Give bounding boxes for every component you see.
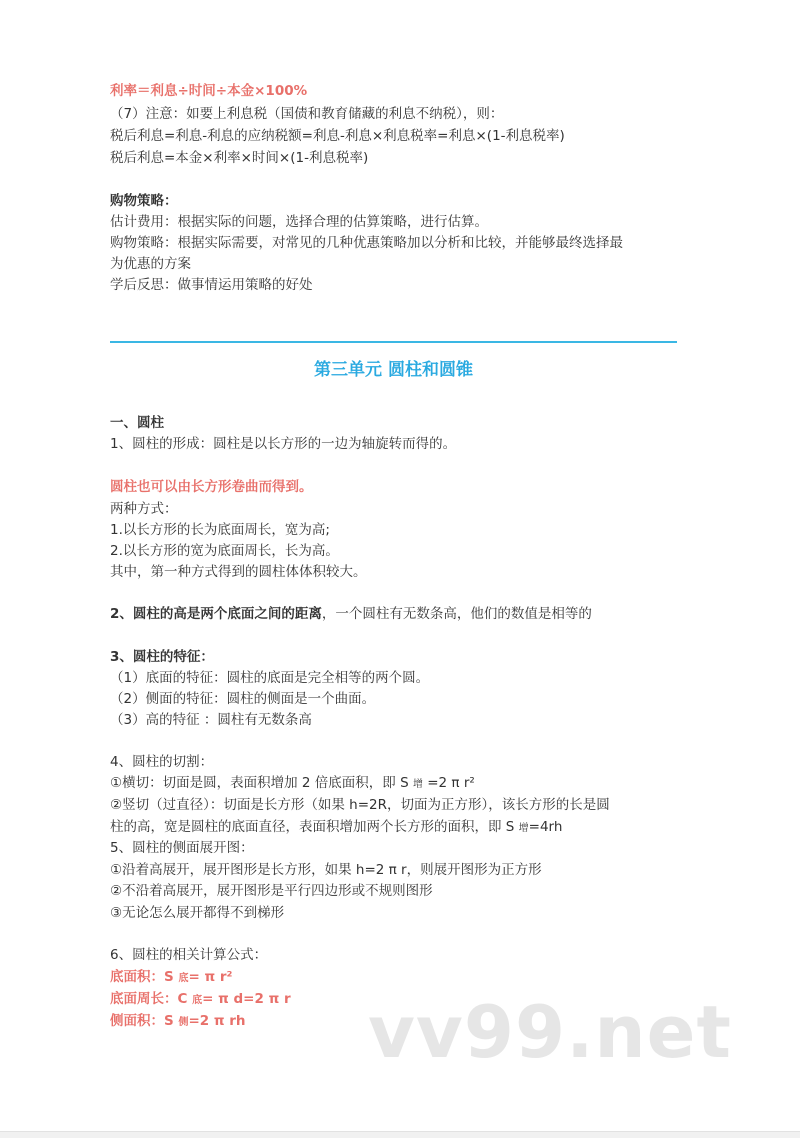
cylinder-height [110, 604, 592, 624]
cut-1-formula: =2 π r² [422, 775, 475, 791]
shopping-reflection: 学后反思：做事情运用策略的好处 [110, 277, 313, 293]
base-area-formula [110, 967, 232, 989]
lateral-area-formula [110, 1011, 246, 1033]
base-area-expr: = π r² [188, 969, 233, 985]
feature-2: （2）侧面的特征：圆柱的侧面是一个曲面。 [110, 691, 376, 707]
unfold-1: ①沿着高展开，展开图形是长方形，如果 h=2 π r，则展开图形为正方形 [110, 862, 542, 878]
base-perimeter-formula [110, 989, 291, 1011]
lateral-area-label: 侧面积：S [110, 1013, 179, 1029]
shopping-strategy-line2: 为优惠的方案 [110, 256, 191, 272]
way-note: 其中，第一种方式得到的圆柱体体积较大。 [110, 564, 367, 580]
feature-3: （3）高的特征 ：圆柱有无数条高 [110, 712, 312, 728]
cylinder-height-bold: 2、圆柱的高是两个底面之间的距离 [110, 606, 322, 622]
base-perimeter-subscript: 底 [192, 995, 203, 1006]
shopping-heading: 购物策略： [110, 193, 178, 209]
watermark: vv99.net [368, 990, 732, 1074]
features-heading: 3、圆柱的特征： [110, 649, 214, 665]
cut-2-line1: ②竖切（过直径）：切面是长方形（如果 h=2R，切面为正方形），该长方形的长是圆 [110, 797, 610, 813]
shopping-strategy-line1: 购物策略：根据实际需要，对常见的几种优惠策略加以分析和比较，并能够最终选择最 [110, 235, 623, 251]
unfold-3: ③无论怎么展开都得不到梯形 [110, 905, 285, 921]
interest-tax-note: （7）注意：如要上利息税（国债和教育储藏的利息不纳税），则： [110, 106, 504, 122]
unfold-2: ②不沿着高展开，展开图形是平行四边形或不规则图形 [110, 883, 433, 899]
base-area-label: 底面积：S [110, 969, 179, 985]
cylinder-formation: 1、圆柱的形成：圆柱是以长方形的一边为轴旋转而得的。 [110, 436, 457, 452]
cut-2-subscript: 增 [518, 823, 529, 834]
cut-2-formula: =4rh [528, 819, 563, 835]
way-1: 1.以长方形的长为底面周长，宽为高; [110, 522, 330, 538]
unfold-heading: 5、圆柱的侧面展开图： [110, 840, 254, 856]
base-perimeter-label: 底面周长：C [110, 991, 193, 1007]
base-area-subscript: 底 [178, 973, 189, 984]
interest-rate-formula: 利率＝利息÷时间÷本金×100% [110, 83, 308, 99]
lateral-area-expr: =2 π rh [188, 1013, 246, 1029]
after-tax-interest-2: 税后利息=本金×利率×时间×(1-利息税率) [110, 150, 369, 166]
two-ways-label: 两种方式： [110, 501, 178, 517]
formulas-heading: 6、圆柱的相关计算公式： [110, 947, 268, 963]
cut-1-subscript: 增 [412, 779, 423, 790]
cut-1-text: ①横切：切面是圆，表面积增加 2 倍底面积，即 S [110, 775, 413, 791]
lateral-area-subscript: 侧 [178, 1017, 189, 1028]
after-tax-interest-1: 税后利息=利息-利息的应纳税额=利息-利息×利息税率=利息×(1-利息税率) [110, 128, 565, 144]
feature-1: （1）底面的特征：圆柱的底面是完全相等的两个圆。 [110, 670, 430, 686]
shopping-estimate: 估计费用：根据实际的问题，选择合理的估算策略，进行估算。 [110, 214, 488, 230]
cut-2-line2 [110, 817, 562, 839]
cutting-heading: 4、圆柱的切割： [110, 754, 214, 770]
cylinder-rolled-note: 圆柱也可以由长方形卷曲而得到。 [110, 479, 313, 495]
base-perimeter-expr: = π d=2 π r [202, 991, 291, 1007]
section-divider [110, 341, 677, 343]
unit-title: 第三单元 圆柱和圆锥 [314, 360, 473, 380]
cut-1 [110, 773, 475, 795]
cylinder-section-heading: 一、圆柱 [110, 415, 164, 431]
way-2: 2.以长方形的宽为底面周长，长为高。 [110, 543, 339, 559]
cut-2-text: 柱的高，宽是圆柱的底面直径，表面积增加两个长方形的面积，即 S [110, 819, 519, 835]
cylinder-height-rest: ，一个圆柱有无数条高，他们的数值是相等的 [321, 606, 592, 622]
